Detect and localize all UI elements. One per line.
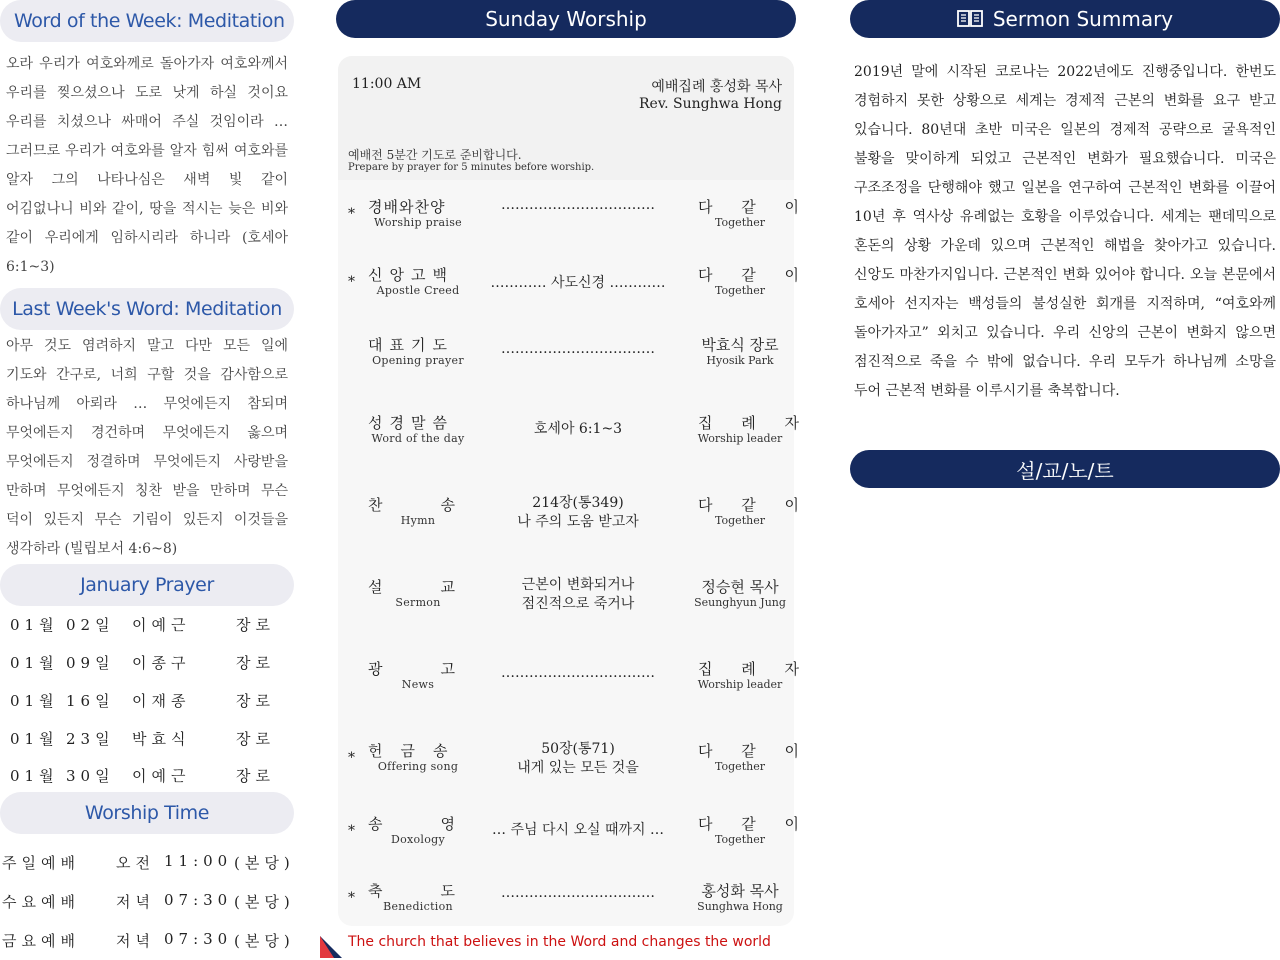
verse-week-title: Word of the Week: Meditation — [0, 0, 294, 42]
order-item-ko: 경배와찬양 — [368, 198, 446, 216]
standing-mark: * — [348, 890, 355, 906]
worship-leader-ko: 예배집례 홍성화 목사 — [651, 79, 782, 95]
prayer-day: 09일 — [66, 654, 115, 672]
prayer-row — [0, 608, 294, 638]
service-name: 금요예배 — [2, 932, 80, 950]
order-item-en: Hymn — [400, 514, 436, 527]
prayer-month: 01월 — [10, 692, 59, 710]
prayer-role: 장로 — [236, 616, 275, 634]
prayer-name: 박효식 — [132, 730, 191, 748]
order-item — [338, 813, 812, 873]
order-item-ko: 축도 — [368, 882, 513, 900]
order-item-detail: … 주님 다시 오실 때까지 … — [492, 822, 664, 838]
order-item — [338, 880, 794, 940]
prayer-day: 30일 — [66, 767, 115, 785]
worship-order-header — [338, 56, 794, 180]
order-item-person: 다 같 이 — [698, 742, 812, 760]
worship-time-row — [0, 846, 294, 876]
order-item-person-en: Together — [715, 284, 765, 297]
service-time: 07:30 — [164, 891, 233, 909]
verse-last-title: Last Week's Word: Meditation — [0, 288, 294, 330]
order-item-person-en: Seunghyun Jung — [694, 596, 786, 609]
order-item-detail: ………… 사도신경 ………… — [490, 275, 666, 291]
prayer-title: January Prayer — [0, 564, 294, 606]
worship-start-time: 11:00 AM — [352, 76, 422, 92]
order-item-en: News — [401, 678, 435, 691]
prayer-name: 이예근 — [132, 767, 191, 785]
standing-mark: * — [348, 750, 355, 766]
order-item — [338, 658, 812, 718]
prayer-day: 16일 — [66, 692, 115, 710]
prayer-row — [0, 759, 294, 789]
service-time: 11:00 — [164, 852, 233, 870]
sunday-worship-title-text: Sunday Worship — [485, 7, 647, 31]
order-item-en: Benediction — [383, 900, 453, 913]
prayer-role: 장로 — [236, 767, 275, 785]
service-place: (본당) — [234, 893, 295, 911]
order-item — [338, 576, 794, 636]
order-item-person: 다 같 이 — [698, 266, 812, 284]
sermon-summary-text: 2019년 말에 시작된 코로나는 2022년에도 진행중입니다. 한번도 경험하지 못한 상황으로 세계는 경제적 근본의 변화를 요구 받고 있습니다. 80년대 초반 미국은 일본의 경제적 공략으로 굴욕적인 불황을 맞이하게 되었고 근본적인 변화가 필요했습니다. 미국은 구조조정을 단행해야 했고 일본을 연구하여 근본적인 변화를 이끌어 10년 후 역사상 유례없는 호황을 이루었습니다. 세계는 팬데믹으로 혼돈의 상황 가운데 있으며 근본적인 해법을 찾아가고 있습니다. 신앙도 마찬가지입니다. 근본적인 변화 있어야 합니다. 오늘 본문에서 호세아 선지자는 백성들의 불성실한 회개를 지적하며, “여호와께 돌아가자고” 외치고 있습니다. 우리 신앙의 근본이 변화지 않으면 점진적으로 죽을 수 밖에 없습니다. 우리 모두가 하나님께 소망을 두어 근본적 변화를 이루시기를 축복합니다. — [854, 64, 1276, 399]
worship-time-row — [0, 885, 294, 915]
order-item-person: 박효식 장로 — [701, 336, 779, 354]
order-item-ko: 설교 — [368, 578, 513, 596]
order-item — [338, 740, 812, 800]
prayer-row — [0, 722, 294, 752]
middle-column — [334, 0, 812, 960]
order-item-detail: …………………………… — [501, 665, 655, 681]
order-item-person-en: Worship leader — [697, 678, 783, 691]
order-item-person-en: Together — [715, 216, 765, 229]
order-item-detail-2: 내게 있는 모든 것을 — [517, 760, 639, 776]
prayer-role: 장로 — [236, 692, 275, 710]
sermon-summary-title — [850, 0, 1280, 38]
prayer-role: 장로 — [236, 654, 275, 672]
order-item-en: Offering song — [377, 760, 459, 773]
prayer-name: 이재종 — [132, 692, 191, 710]
prayer-month: 01월 — [10, 730, 59, 748]
service-period: 저녁 — [116, 932, 155, 950]
order-item-detail: 호세아 6:1~3 — [533, 421, 623, 437]
order-item-person-en: Hyosik Park — [706, 354, 774, 367]
order-item — [338, 412, 812, 472]
order-item-en: Sermon — [395, 596, 441, 609]
order-item-en: Doxology — [390, 833, 446, 846]
prayer-month: 01월 — [10, 654, 59, 672]
verse-week-text: 오라 우리가 여호와께로 돌아가자 여호와께서 우리를 찢으셨으나 도로 낫게 하실 것이요 우리를 치셨으나 싸매어 주실 것임이라 … 그러므로 우리가 여호와를 알자 힘써 여호와를 알자 그의 나타나심은 새벽 빛 같이 어김없나니 비와 같이, 땅을 적시는 늦은 비와 같이 우리에게 임하시리라 하니라 (호세아 6:1~3) — [6, 56, 288, 275]
order-item-person: 다 같 이 — [698, 496, 812, 514]
order-item-ko: 찬송 — [368, 496, 513, 514]
prayer-name: 이종구 — [132, 654, 191, 672]
right-column — [850, 0, 1280, 960]
order-item-en: Worship praise — [374, 216, 462, 229]
order-item-en: Opening prayer — [372, 354, 464, 367]
order-item-ko: 송영 — [368, 815, 513, 833]
order-item-detail: …………………………… — [501, 885, 655, 901]
order-item-person: 집 례 자 — [698, 660, 812, 678]
service-name: 수요예배 — [2, 893, 80, 911]
standing-mark: * — [348, 206, 355, 222]
order-item-detail: …………………………… — [501, 197, 655, 213]
sermon-notes-title-text: 설/교/노/트 — [1016, 458, 1114, 483]
prayer-row — [0, 646, 294, 676]
order-item-detail: …………………………… — [501, 341, 655, 357]
order-item — [338, 196, 812, 256]
order-item-ko: 신앙고백 — [368, 266, 454, 284]
order-item — [338, 264, 812, 324]
prayer-note-en: Prepare by prayer for 5 minutes before worship. — [348, 162, 595, 173]
order-item-en: Apostle Creed — [376, 284, 460, 297]
prayer-day: 02일 — [66, 616, 115, 634]
worship-leader-en: Rev. Sunghwa Hong — [639, 96, 782, 112]
sunday-worship-title — [336, 0, 796, 38]
prayer-month: 01월 — [10, 616, 59, 634]
prayer-note-ko: 예배전 5분간 기도로 준비합니다. — [348, 148, 522, 162]
order-item-person-en: Worship leader — [697, 432, 783, 445]
order-item — [338, 334, 794, 394]
order-item-detail-2: 나 주의 도움 받고자 — [517, 514, 639, 530]
left-column — [0, 0, 296, 960]
sermon-notes-title — [850, 450, 1280, 488]
order-item-person-en: Together — [715, 833, 765, 846]
order-item-detail: 50장(통71) — [541, 741, 615, 757]
service-place: (본당) — [234, 854, 295, 872]
prayer-month: 01월 — [10, 767, 59, 785]
worship-time-row — [0, 924, 294, 954]
order-item-person: 다 같 이 — [698, 815, 812, 833]
order-item-detail: 214장(통349) — [532, 495, 624, 511]
service-name: 주일예배 — [2, 854, 80, 872]
order-item-ko: 성경말씀 — [368, 414, 454, 432]
order-item-en: Word of the day — [371, 432, 465, 445]
prayer-name: 이예근 — [132, 616, 191, 634]
order-item-person-en: Together — [715, 514, 765, 527]
standing-mark: * — [348, 274, 355, 290]
worship-time-title: Worship Time — [0, 792, 294, 834]
order-item-person: 홍성화 목사 — [701, 882, 779, 900]
order-item-detail: 근본이 변화되거나 — [521, 577, 635, 593]
church-slogan: The church that believes in the Word and changes the world — [348, 934, 771, 950]
service-time: 07:30 — [164, 930, 233, 948]
prayer-day: 23일 — [66, 730, 115, 748]
order-item-person: 다 같 이 — [698, 198, 812, 216]
prayer-role: 장로 — [236, 730, 275, 748]
order-item-ko: 헌금송 — [368, 742, 466, 760]
prayer-row — [0, 684, 294, 714]
service-period: 저녁 — [116, 893, 155, 911]
order-item — [338, 494, 812, 554]
corner-triangle-icon — [320, 936, 342, 958]
order-item-ko: 광고 — [368, 660, 513, 678]
order-item-person-en: Together — [715, 760, 765, 773]
open-book-icon — [957, 9, 983, 29]
verse-last-text: 아무 것도 염려하지 말고 다만 모든 일에 기도와 간구로, 너희 구할 것을 감사함으로 하나님께 아뢰라 … 무엇에든지 참되며 무엇에든지 경건하며 무엇에든지 옳으며 무엇에든지 정결하며 무엇에든지 사랑받을 만하며 무엇에든지 칭찬 받을 만하며 무슨 덕이 있든지 무슨 기림이 있든지 이것들을 생각하라 (빌립보서 4:6~8) — [6, 338, 288, 557]
order-item-person: 정승현 목사 — [701, 578, 779, 596]
sermon-summary-title-text: Sermon Summary — [992, 7, 1174, 31]
service-period: 오전 — [116, 854, 155, 872]
order-item-person-en: Sunghwa Hong — [697, 900, 783, 913]
service-place: (본당) — [234, 932, 295, 950]
order-item-detail-2: 점진적으로 죽거나 — [521, 596, 635, 612]
order-item-ko: 대표기도 — [368, 336, 454, 354]
order-item-person: 집 례 자 — [698, 414, 812, 432]
standing-mark: * — [348, 823, 355, 839]
